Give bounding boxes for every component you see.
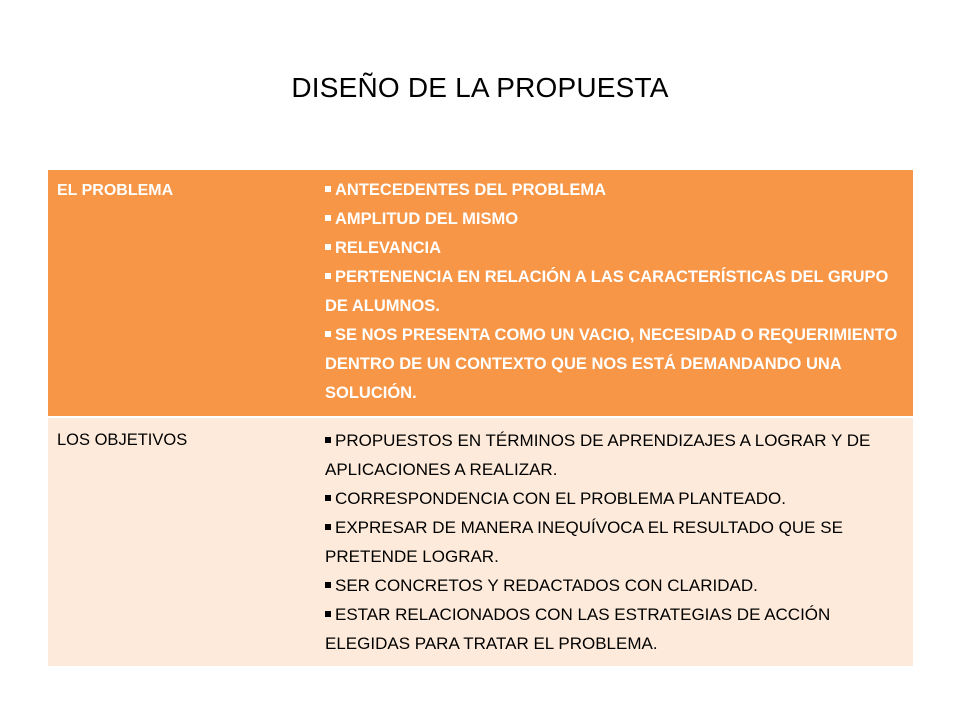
table-row-problem: [48, 170, 913, 417]
square-bullet-icon: [325, 582, 331, 588]
square-bullet-icon: [325, 186, 331, 192]
list-item-text: PERTENENCIA EN RELACIÓN A LAS CARACTERÍSTICAS DEL GRUPO DE ALUMNOS.: [325, 268, 889, 315]
square-bullet-icon: [325, 273, 331, 279]
list-item-text: AMPLITUD DEL MISMO: [335, 210, 519, 228]
square-bullet-icon: [325, 524, 331, 530]
square-bullet-icon: [325, 331, 331, 337]
square-bullet-icon: [325, 437, 331, 443]
list-item: [325, 600, 905, 658]
list-item-text: SER CONCRETOS Y REDACTADOS CON CLARIDAD.: [335, 576, 758, 595]
list-item: [325, 513, 905, 571]
list-item-text: ESTAR RELACIONADOS CON LAS ESTRATEGIAS DE ACCIÓN ELEGIDAS PARA TRATAR EL PROBLEMA.: [325, 605, 831, 653]
problem-bullet-list: [325, 176, 905, 408]
proposal-table: [48, 170, 913, 666]
row-content-problem: [317, 170, 913, 417]
list-item-text: SE NOS PRESENTA COMO UN VACIO, NECESIDAD O REQUERIMIENTO DENTRO DE UN CONTEXTO QUE NOS ESTÁ DEMANDANDO UNA SOLUCIÓN.: [325, 326, 898, 402]
list-item-text: CORRESPONDENCIA CON EL PROBLEMA PLANTEADO.: [335, 489, 786, 508]
list-item-text: ANTECEDENTES DEL PROBLEMA: [335, 181, 607, 199]
list-item: [325, 176, 905, 205]
square-bullet-icon: [325, 215, 331, 221]
row-content-objectives: [317, 417, 913, 666]
list-item: [325, 321, 905, 408]
row-label-objectives: LOS OBJETIVOS: [48, 417, 317, 666]
list-item: [325, 234, 905, 263]
list-item: [325, 484, 905, 513]
list-item: [325, 263, 905, 321]
row-label-problem: EL PROBLEMA: [48, 170, 317, 417]
square-bullet-icon: [325, 611, 331, 617]
list-item-text: PROPUESTOS EN TÉRMINOS DE APRENDIZAJES A LOGRAR Y DE APLICACIONES A REALIZAR.: [325, 431, 871, 479]
slide-title: DISEÑO DE LA PROPUESTA: [291, 72, 669, 103]
objectives-bullet-list: [325, 426, 905, 658]
list-item: [325, 571, 905, 600]
square-bullet-icon: [325, 244, 331, 250]
table-row-objectives: [48, 417, 913, 666]
list-item: [325, 426, 905, 484]
list-item: [325, 205, 905, 234]
list-item-text: EXPRESAR DE MANERA INEQUÍVOCA EL RESULTADO QUE SE PRETENDE LOGRAR.: [325, 518, 843, 566]
square-bullet-icon: [325, 495, 331, 501]
list-item-text: RELEVANCIA: [335, 239, 442, 257]
